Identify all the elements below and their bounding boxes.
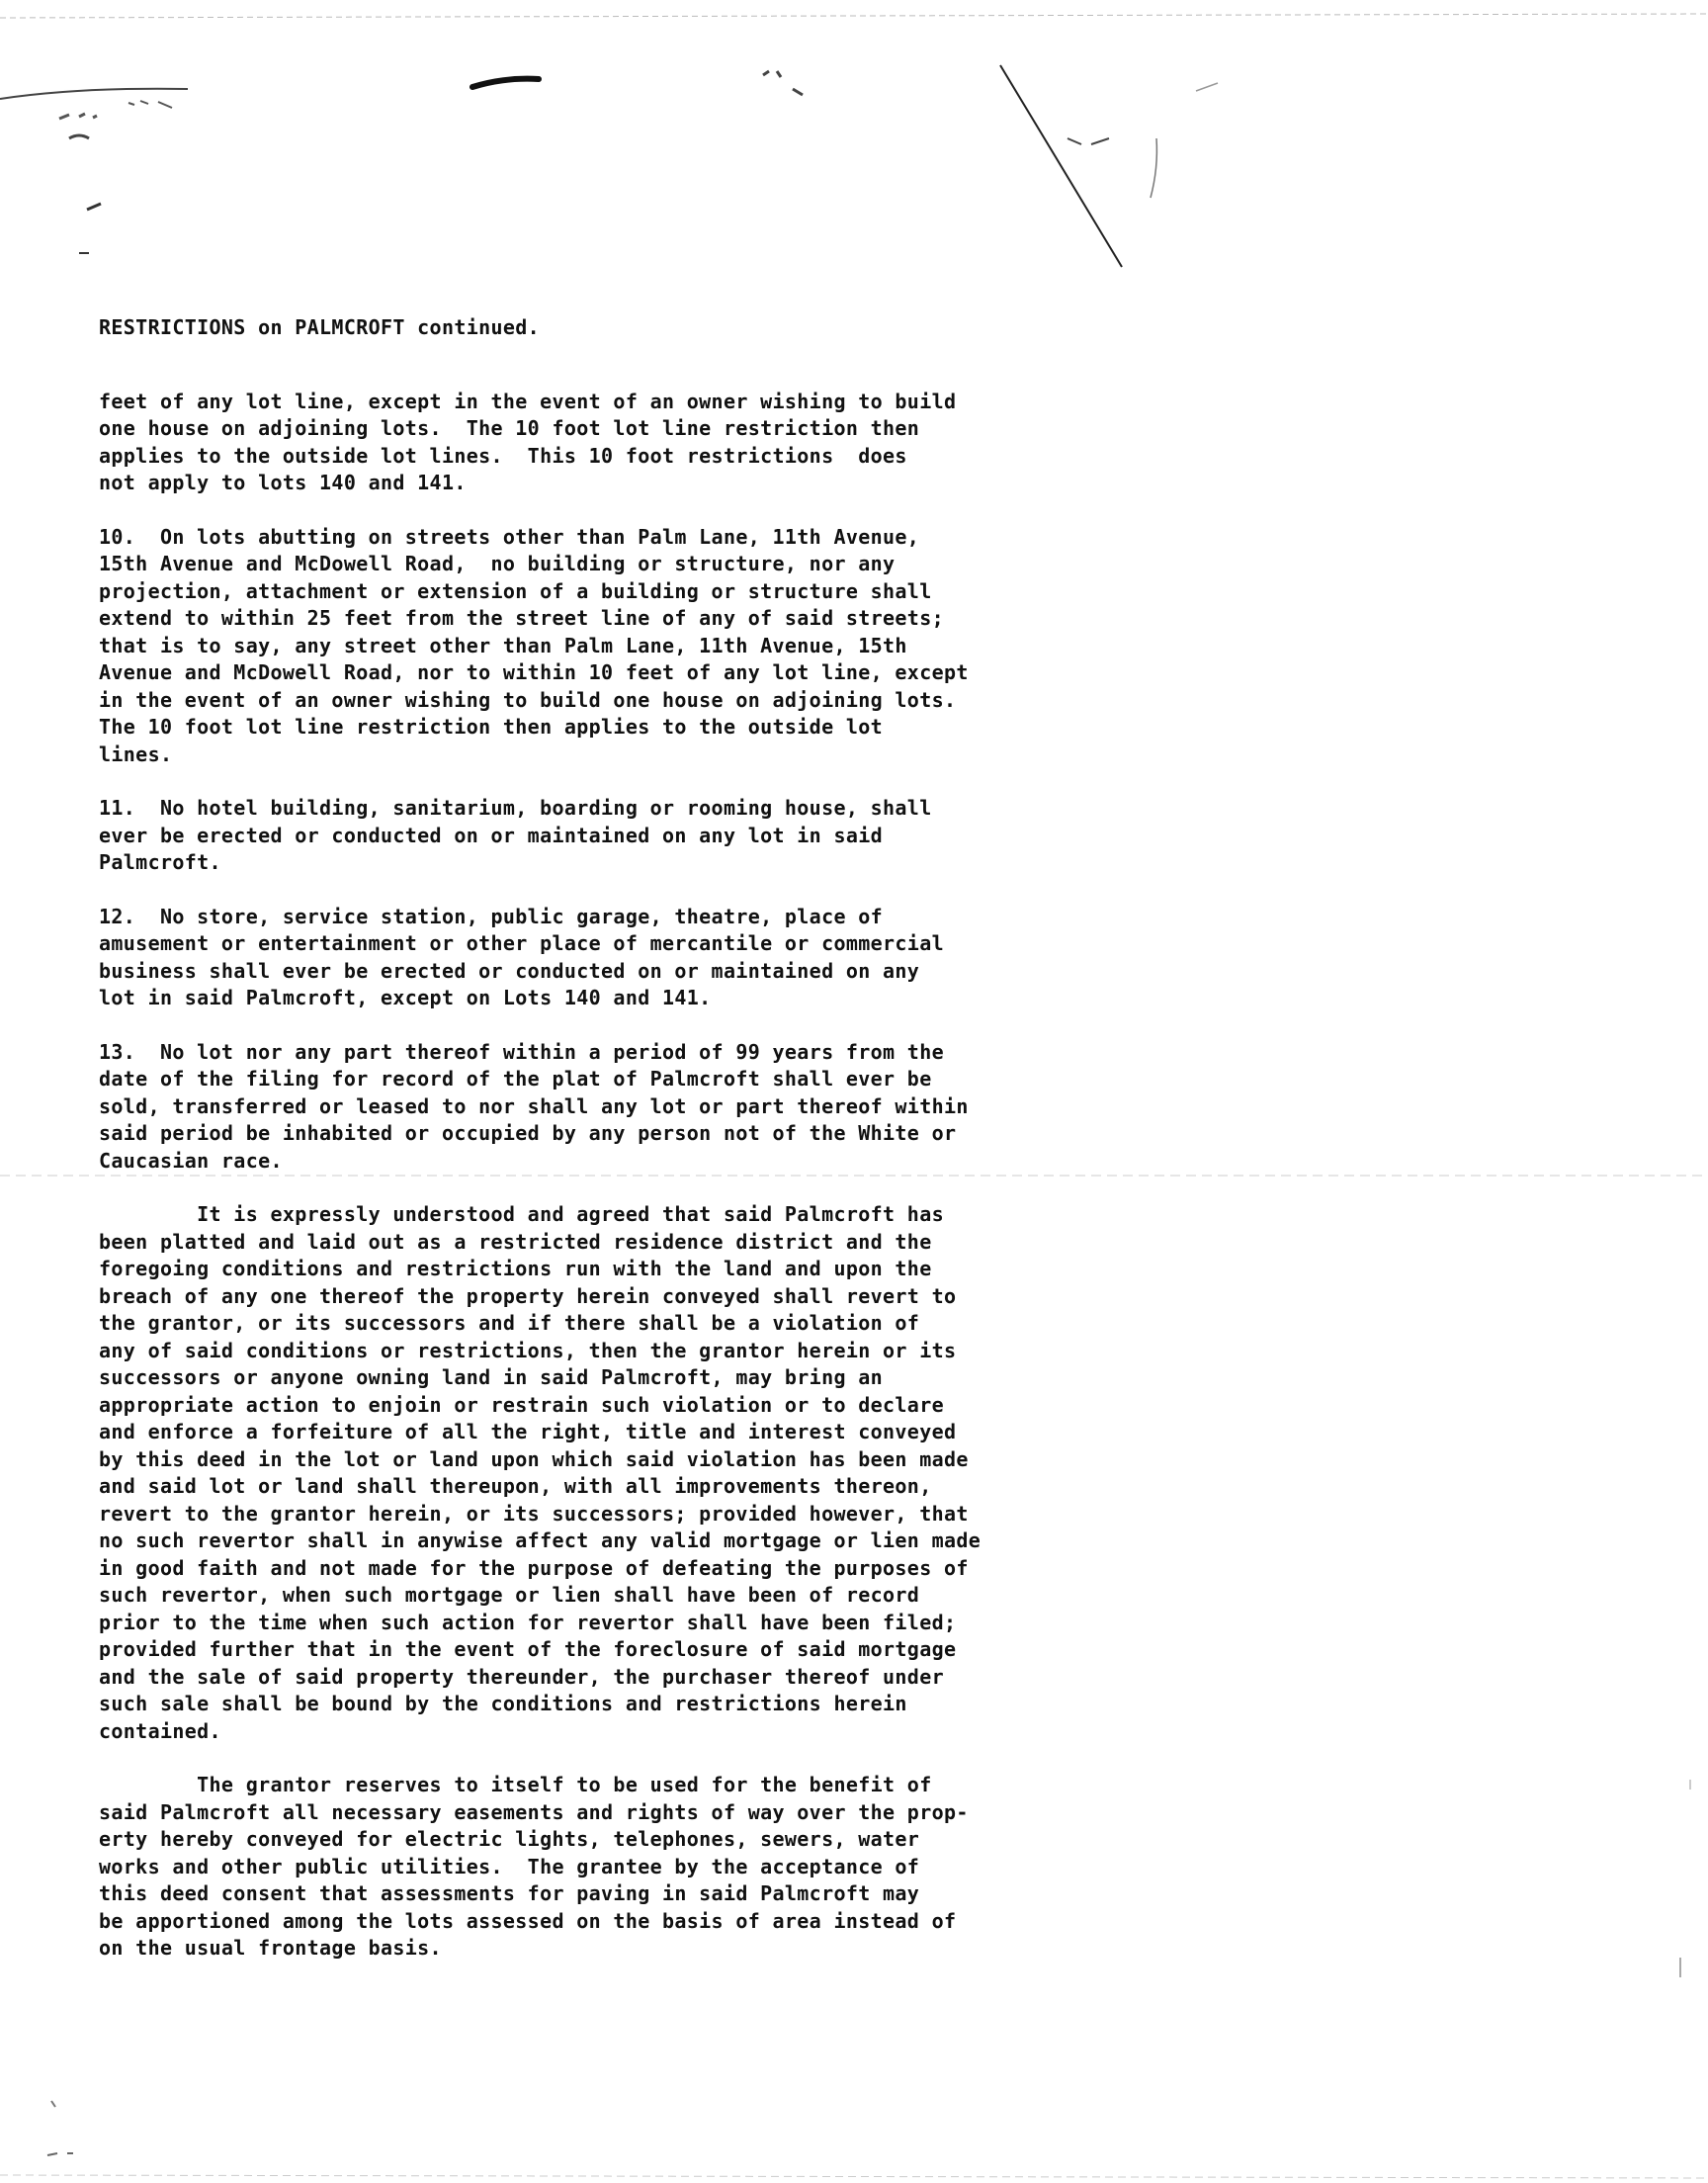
paragraph-item-11 (99, 795, 1226, 877)
text-line: erty hereby conveyed for electric lights, telephones, sewers, water (99, 1827, 920, 1851)
text-line: 11. No hotel building, sanitarium, boarding or rooming house, shall (99, 796, 932, 820)
text-line: in good faith and not made for the purpose of defeating the purposes of (99, 1555, 969, 1580)
text-line: amusement or entertainment or other place of mercantile or commercial (99, 931, 944, 955)
text-line: lot in said Palmcroft, except on Lots 140 and 141. (99, 986, 712, 1009)
text-line: ever be erected or conducted on or maintained on any lot in said (99, 823, 884, 847)
text-line: on the usual frontage basis. (99, 1936, 442, 1960)
text-line: and the sale of said property thereunder, the purchaser thereof under (99, 1664, 944, 1689)
document-heading: RESTRICTIONS on PALMCROFT continued. (99, 315, 541, 339)
text-line: It is expressly understood and agreed that said Palmcroft has (99, 1202, 944, 1226)
text-line: Avenue and McDowell Road, nor to within 10 feet of any lot line, except (99, 660, 969, 684)
paragraph-item-13 (99, 1039, 1226, 1176)
text-line: this deed consent that assessments for paving in said Palmcroft may (99, 1881, 920, 1905)
text-line: 13. No lot nor any part thereof within a period of 99 years from the (99, 1039, 944, 1064)
paragraph-item-12 (99, 904, 1226, 1012)
text-line: 15th Avenue and McDowell Road, no building or structure, nor any (99, 552, 896, 575)
text-line: and said lot or land shall thereupon, with all improvements thereon, (99, 1474, 932, 1498)
text-line: feet of any lot line, except in the event of an owner wishing to build (99, 389, 957, 413)
text-line: successors or anyone owning land in said Palmcroft, may bring an (99, 1365, 884, 1389)
text-line: any of said conditions or restrictions, then the grantor herein or its (99, 1338, 957, 1362)
text-line: breach of any one thereof the property herein conveyed shall revert to (99, 1283, 957, 1308)
text-line: The 10 foot lot line restriction then applies to the outside lot (99, 715, 884, 739)
text-line: such sale shall be bound by the conditions and restrictions herein (99, 1692, 907, 1715)
text-line: the grantor, or its successors and if there shall be a violation of (99, 1311, 920, 1335)
text-line: in the event of an owner wishing to build one house on adjoining lots. (99, 687, 957, 712)
text-line: said Palmcroft all necessary easements and rights of way over the prop- (99, 1799, 969, 1824)
text-line: be apportioned among the lots assessed on the basis of area instead of (99, 1908, 957, 1933)
text-line: appropriate action to enjoin or restrain such violation or to declare (99, 1392, 944, 1417)
text-line: 12. No store, service station, public garage, theatre, place of (99, 904, 884, 928)
text-line: one house on adjoining lots. The 10 foot lot line restriction then (99, 416, 920, 440)
text-line: by this deed in the lot or land upon which said violation has been made (99, 1446, 969, 1471)
text-line: Palmcroft. (99, 850, 221, 874)
text-line: business shall ever be erected or conducted on or maintained on any (99, 958, 920, 983)
text-line: works and other public utilities. The grantee by the acceptance of (99, 1854, 920, 1878)
text-line: been platted and laid out as a restricted residence district and the (99, 1229, 932, 1254)
paragraph-item-10 (99, 524, 1226, 769)
text-line: no such revertor shall in anywise affect any valid mortgage or lien made (99, 1528, 982, 1552)
text-line: Caucasian race. (99, 1148, 283, 1173)
text-line: contained. (99, 1718, 221, 1743)
text-line: 10. On lots abutting on streets other than Palm Lane, 11th Avenue, (99, 524, 920, 549)
paragraph-reverter-clause (99, 1201, 1226, 1745)
text-line: such revertor, when such mortgage or lien shall have been of record (99, 1583, 920, 1607)
text-line: not apply to lots 140 and 141. (99, 471, 467, 494)
text-line: sold, transferred or leased to nor shall any lot or part thereof within (99, 1093, 969, 1118)
paragraph-continuation (99, 389, 1226, 497)
text-line: that is to say, any street other than Palm Lane, 11th Avenue, 15th (99, 633, 907, 657)
text-line: said period be inhabited or occupied by any person not of the White or (99, 1121, 957, 1145)
text-line: prior to the time when such action for revertor shall have been filed; (99, 1610, 957, 1634)
document-body (99, 314, 1226, 1989)
text-line: date of the filing for record of the plat of Palmcroft shall ever be (99, 1067, 932, 1091)
paragraph-easements-clause (99, 1772, 1226, 1963)
text-line: provided further that in the event of the foreclosure of said mortgage (99, 1637, 957, 1661)
text-line: and enforce a forfeiture of all the right, title and interest conveyed (99, 1420, 957, 1443)
text-line: lines. (99, 742, 173, 766)
text-line: extend to within 25 feet from the street line of any of said streets; (99, 606, 944, 630)
text-line: applies to the outside lot lines. This 10 foot restrictions does (99, 443, 907, 468)
text-line: projection, attachment or extension of a building or structure shall (99, 578, 932, 603)
text-line: revert to the grantor herein, or its successors; provided however, that (99, 1501, 969, 1526)
text-line: The grantor reserves to itself to be used for the benefit of (99, 1773, 932, 1796)
text-line: foregoing conditions and restrictions run with the land and upon the (99, 1257, 932, 1280)
